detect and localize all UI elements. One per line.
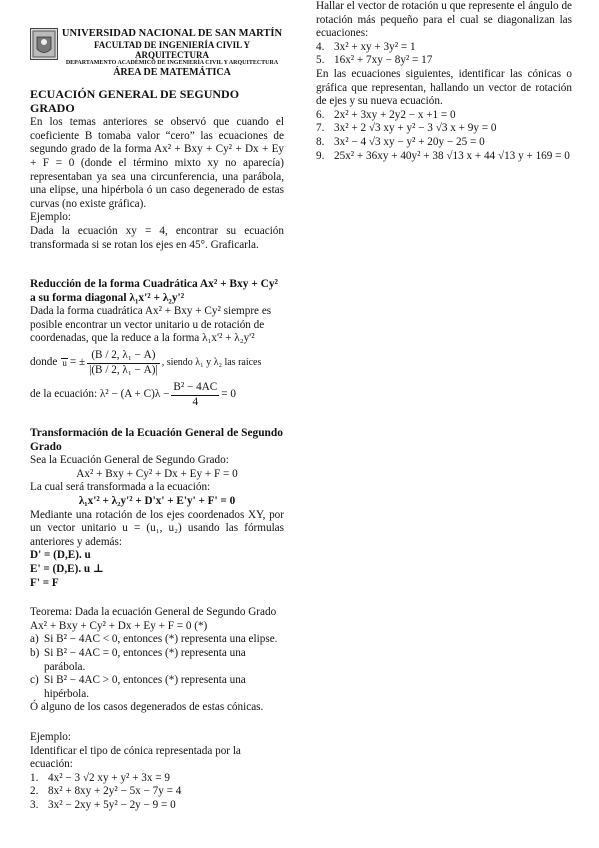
quadratic-reduction-text: Dada la forma cuadrática Ax² + Bxy + Cy² siempre es posible encontrar un vector unitario u de rotación de coordenadas, que la reduce a la forma λ₁x'² + λ₂y'²	[30, 305, 272, 345]
e-prime-formula: E' = (D,E). u ⊥	[30, 563, 104, 576]
exercise-equation: 16x² + 7xy − 8y² = 17	[334, 54, 433, 67]
exercise-item	[316, 150, 572, 164]
area-name: ÁREA DE MATEMÁTICA	[113, 67, 231, 78]
char-eq-prefix: de la ecuación: λ² − (A + C)λ −	[30, 388, 170, 401]
exercise-item	[30, 772, 284, 786]
plus-minus: = ±	[69, 356, 86, 369]
section-title-general-equation: ECUACIÓN GENERAL DE SEGUNDO GRADO	[30, 87, 240, 115]
exercise-equation: 4x² − 3 √2 xy + y² + 3x = 9	[48, 771, 170, 784]
exercise-number: 9.	[316, 149, 325, 162]
exercise-item	[316, 41, 572, 55]
roots-text: , siendo λ₁ y λ₂ las raíces	[161, 357, 262, 369]
theorem-closing: Ó alguno de los casos degenerados de estas cónicas.	[30, 701, 264, 714]
exercise-equation: 8x² + 8xy + 2y² − 5x − 7y = 4	[48, 785, 182, 798]
exercise-equation: 3x² − 2xy + 5y² − 2y − 9 = 0	[48, 798, 176, 811]
example2-text: Identificar el tipo de cónica representada por la ecuación:	[30, 744, 241, 771]
general-equation: Ax² + Bxy + Cy² + Dx + Ey + F = 0	[76, 467, 238, 480]
char-fraction-numerator: B² − 4AC	[171, 381, 219, 396]
f-prime-formula: F' = F	[30, 576, 59, 589]
example2-label: Ejemplo:	[30, 730, 72, 743]
university-name: UNIVERSIDAD NACIONAL DE SAN MARTÍN	[61, 28, 283, 39]
transformation-line3: Mediante una rotación de los ejes coordenados XY, por un vector unitario u = (u₁, u₂) usando las fórmulas anteriores y además:	[30, 508, 284, 548]
theorem-item-text: Si B² − 4AC > 0, entonces (*) representa una hipérbola.	[44, 674, 246, 700]
char-fraction-denominator: 4	[192, 395, 199, 408]
exercise-number: 1.	[30, 771, 39, 784]
exercise-item	[30, 799, 284, 813]
intro-paragraph: En los temas anteriores se observó que cuando el coeficiente B tomaba valor “cero” las ecuaciones de segundo grado de la forma Ax² + Bxy + Cy² + Dx + Ey + F = 0 (donde el término mixto xy no aparecía) representaban ya sea una circunferencia, una parábola, una elipse, una hipérbola ó un caso degenerado de estas curvas (no existe gráfica).	[30, 116, 284, 210]
exercise-equation: 3x² + 2 √3 xy + y² − 3 √3 x + 9y = 0	[334, 122, 497, 135]
document-header	[60, 28, 284, 78]
char-eq-suffix: = 0	[221, 388, 236, 401]
theorem-item-text: Si B² − 4AC = 0, entonces (*) representa una parábola.	[44, 647, 246, 673]
department-name: DEPARTAMENTO ACADÉMICO DE INGENIERÍA CIVIL Y ARQUITECTURA	[65, 59, 279, 66]
unit-vector-fraction	[87, 349, 160, 377]
example-text: Dada la ecuación xy = 4, encontrar su ecuación transformada si se rotan los ejes en 45°. Graficarla.	[30, 224, 284, 251]
donde-label: donde	[30, 356, 58, 369]
fraction-denominator: |(B / 2, λ₁ − A)|	[89, 363, 158, 376]
section-title-transformation: Transformación de la Ecuación General de Segundo Grado	[30, 427, 283, 453]
transformation-line2: La cual será transformada a la ecuación:	[30, 481, 211, 494]
exercise-equation: 25x² + 36xy + 40y² + 38 √13 x + 44 √13 y + 169 = 0	[334, 149, 570, 162]
exercise-equation: 3x² − 4 √3 xy − y² + 20y − 25 = 0	[334, 135, 485, 148]
exercise-equation: 2x² + 3xy + 2y2 − x +1 = 0	[334, 108, 456, 121]
exercise-item	[316, 109, 572, 123]
theorem-item-b	[30, 647, 284, 674]
exercise-number: 5.	[316, 54, 325, 67]
rotation-vector-intro: Hallar el vector de rotación u que represente el ángulo de rotación más pequeño para el cual se diagonalizan las ecuaciones:	[316, 0, 572, 40]
d-prime-formula: D' = (D,E). u	[30, 549, 91, 562]
transformed-equation: λ₁x'² + λ₂y'² + D'x' + E'y' + F' = 0	[78, 495, 236, 508]
faculty-name: FACULTAD DE INGENIERÍA CIVIL Y ARQUITECTURA	[93, 39, 251, 60]
exercise-number: 4.	[316, 40, 325, 53]
theorem-item-text: Si B² − 4AC < 0, entonces (*) representa una elipse.	[44, 633, 278, 646]
exercise-item	[316, 54, 572, 68]
fraction-numerator: (B / 2, λ₁ − A)	[87, 349, 160, 364]
theorem-item-c	[30, 674, 284, 701]
theorem-item-a	[30, 633, 284, 647]
section-title-quadratic-reduction: Reducción de la forma Cuadrática Ax² + Bxy + Cy² a su forma diagonal λ₁x'² + λ₂y'²	[30, 278, 278, 304]
theorem-item-label: c)	[30, 674, 39, 687]
exercise-item	[316, 136, 572, 150]
exercise-number: 3.	[30, 798, 39, 811]
exercise-equation: 3x² + xy + 3y² = 1	[334, 40, 416, 53]
left-column	[30, 28, 284, 813]
theorem-item-label: a)	[30, 633, 39, 646]
char-eq-fraction	[171, 381, 219, 409]
characteristic-equation	[30, 381, 284, 409]
theorem-intro: Teorema: Dada la ecuación General de Segundo Grado	[30, 606, 277, 619]
university-logo	[30, 28, 58, 60]
unit-vector-formula	[30, 349, 284, 377]
exercise-number: 2.	[30, 785, 39, 798]
theorem-item-label: b)	[30, 647, 40, 659]
exercise-number: 7.	[316, 122, 325, 135]
identify-conics-intro: En las ecuaciones siguientes, identificar las cónicas o gráfica que representan, hallando un vector de rotación de ejes y su nueva ecuación.	[316, 67, 572, 108]
exercise-number: 8.	[316, 135, 325, 148]
right-column	[316, 0, 572, 163]
unit-vector-symbol: u	[62, 358, 67, 368]
transformation-line1: Sea la Ecuación General de Segundo Grado:	[30, 454, 229, 467]
exercise-number: 6.	[316, 108, 325, 121]
exercise-item	[30, 785, 284, 799]
example-label: Ejemplo:	[30, 211, 72, 224]
theorem-equation: Ax² + Bxy + Cy² + Dx + Ey + F = 0 (*)	[30, 619, 208, 632]
exercise-item	[316, 122, 572, 136]
